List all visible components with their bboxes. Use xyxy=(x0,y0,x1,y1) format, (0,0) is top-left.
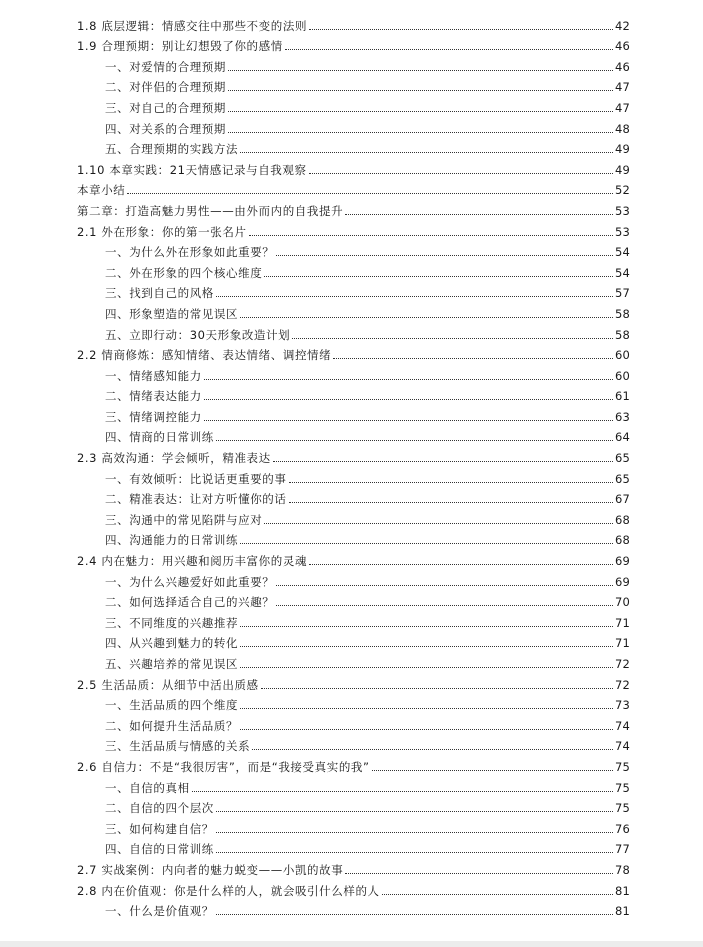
toc-entry-title: 1.8 底层逻辑：情感交往中那些不变的法则 xyxy=(77,18,308,33)
toc-entry[interactable] xyxy=(77,156,630,177)
toc-entry-title: 四、自信的日常训练 xyxy=(105,842,214,857)
toc-subentry[interactable] xyxy=(77,795,630,816)
toc-entry[interactable] xyxy=(77,856,630,877)
dot-leader xyxy=(382,894,613,895)
toc-entry-title: 2.7 实战案例：内向者的魅力蜕变——小凯的故事 xyxy=(77,862,344,877)
toc-subentry[interactable] xyxy=(77,383,630,404)
dot-leader xyxy=(309,564,613,565)
toc-entry-title: 二、自信的四个层次 xyxy=(105,801,214,816)
dot-leader xyxy=(276,605,613,606)
toc-subentry[interactable] xyxy=(77,53,630,74)
toc-page-number: 75 xyxy=(614,801,630,816)
toc-subentry[interactable] xyxy=(77,362,630,383)
toc-subentry[interactable] xyxy=(77,692,630,713)
toc-entry[interactable] xyxy=(77,342,630,363)
toc-subentry[interactable] xyxy=(77,486,630,507)
toc-subentry[interactable] xyxy=(77,506,630,527)
toc-page-number: 81 xyxy=(614,904,630,919)
toc-page-number: 46 xyxy=(614,39,630,54)
toc-subentry[interactable] xyxy=(77,733,630,754)
toc-page-number: 47 xyxy=(614,100,630,115)
dot-leader xyxy=(333,358,613,359)
dot-leader xyxy=(285,49,613,50)
toc-entry-title: 三、如何构建自信？ xyxy=(105,821,214,836)
toc-subentry[interactable] xyxy=(77,403,630,424)
toc-entry-title: 三、生活品质与情感的关系 xyxy=(105,739,251,754)
toc-entry[interactable] xyxy=(77,877,630,898)
toc-entry-title: 一、对爱情的合理预期 xyxy=(105,59,226,74)
toc-entry-title: 四、从兴趣到魅力的转化 xyxy=(105,636,239,651)
dot-leader xyxy=(252,749,613,750)
toc-page-number: 63 xyxy=(614,409,630,424)
toc-page-number: 61 xyxy=(614,389,630,404)
toc-page-number: 68 xyxy=(614,512,630,527)
toc-entry-title: 三、情绪调控能力 xyxy=(105,409,202,424)
dot-leader xyxy=(240,317,613,318)
toc-entry-title: 第二章：打造高魅力男性——由外而内的自我提升 xyxy=(77,203,344,218)
dot-leader xyxy=(228,132,613,133)
toc-page-number: 75 xyxy=(614,780,630,795)
toc-subentry[interactable] xyxy=(77,94,630,115)
toc-page-number: 58 xyxy=(614,327,630,342)
toc-page-number: 47 xyxy=(614,80,630,95)
dot-leader xyxy=(216,811,613,812)
toc-page-number: 58 xyxy=(614,306,630,321)
toc-page-number: 67 xyxy=(614,492,630,507)
dot-leader xyxy=(240,626,613,627)
toc-entry-title: 一、自信的真相 xyxy=(105,780,190,795)
toc-subentry[interactable] xyxy=(77,321,630,342)
toc-subentry[interactable] xyxy=(77,609,630,630)
toc-entry[interactable] xyxy=(77,177,630,198)
dot-leader xyxy=(240,667,613,668)
dot-leader xyxy=(228,90,613,91)
dot-leader xyxy=(289,502,613,503)
dot-leader xyxy=(264,276,613,277)
dot-leader xyxy=(228,111,613,112)
dot-leader xyxy=(204,420,613,421)
toc-entry-title: 三、不同维度的兴趣推荐 xyxy=(105,615,239,630)
toc-entry-title: 2.2 情商修炼：感知情绪、表达情绪、调控情绪 xyxy=(77,348,332,363)
toc-page-number: 77 xyxy=(614,842,630,857)
toc-page-number: 54 xyxy=(614,245,630,260)
dot-leader xyxy=(228,70,613,71)
toc-page-number: 48 xyxy=(614,121,630,136)
toc-page-number: 53 xyxy=(614,203,630,218)
toc-page-number: 42 xyxy=(614,18,630,33)
dot-leader xyxy=(216,440,613,441)
toc-entry-title: 三、沟通中的常见陷阱与应对 xyxy=(105,512,263,527)
toc-entry-title: 二、精准表达：让对方听懂你的话 xyxy=(105,492,287,507)
toc-page-number: 53 xyxy=(614,224,630,239)
toc-entry-title: 一、有效倾听：比说话更重要的事 xyxy=(105,471,287,486)
dot-leader xyxy=(276,585,613,586)
toc-entry-title: 五、立即行动：30天形象改造计划 xyxy=(105,327,291,342)
dot-leader xyxy=(216,832,613,833)
toc-entry-title: 二、对伴侣的合理预期 xyxy=(105,80,226,95)
toc-entry[interactable] xyxy=(77,218,630,239)
dot-leader xyxy=(240,152,613,153)
dot-leader xyxy=(204,399,613,400)
toc-page-number: 64 xyxy=(614,430,630,445)
dot-leader xyxy=(240,646,613,647)
toc-entry-title: 四、情商的日常训练 xyxy=(105,430,214,445)
toc-entry-title: 五、兴趣培养的常见误区 xyxy=(105,657,239,671)
toc-page-number: 52 xyxy=(614,183,630,198)
toc-entry-title: 一、什么是价值观？ xyxy=(105,904,214,919)
toc-page-number: 73 xyxy=(614,698,630,713)
dot-leader xyxy=(292,338,613,339)
toc-subentry[interactable] xyxy=(77,712,630,733)
toc-page-number: 49 xyxy=(614,142,630,157)
toc-entry-title: 二、如何选择适合自己的兴趣？ xyxy=(105,595,275,610)
toc-page-number: 72 xyxy=(614,677,630,692)
toc-subentry[interactable] xyxy=(77,465,630,486)
toc-page-number: 78 xyxy=(614,862,630,877)
toc-entry-title: 二、如何提升生活品质？ xyxy=(105,718,239,733)
toc-entry-title: 一、为什么外在形象如此重要？ xyxy=(105,245,275,260)
dot-leader xyxy=(264,523,613,524)
toc-page-number: 46 xyxy=(614,59,630,74)
toc-subentry[interactable] xyxy=(77,115,630,136)
dot-leader xyxy=(345,214,613,215)
toc-page-number: 65 xyxy=(614,451,630,466)
toc-entry-title: 2.4 内在魅力：用兴趣和阅历丰富你的灵魂 xyxy=(77,554,308,569)
toc-subentry[interactable] xyxy=(77,774,630,795)
toc-subentry[interactable] xyxy=(77,74,630,95)
toc-entry[interactable] xyxy=(77,547,630,568)
toc-page-number: 60 xyxy=(614,368,630,383)
dot-leader xyxy=(240,729,613,730)
dot-leader xyxy=(216,296,613,297)
toc-page-number: 72 xyxy=(614,657,630,671)
dot-leader xyxy=(276,255,613,256)
dot-leader xyxy=(273,461,613,462)
toc-entry[interactable] xyxy=(77,671,630,692)
toc-page-number: 49 xyxy=(614,162,630,177)
toc-subentry[interactable] xyxy=(77,527,630,548)
toc-entry[interactable] xyxy=(77,444,630,465)
toc-entry-title: 2.5 生活品质：从细节中活出质感 xyxy=(77,677,259,692)
dot-leader xyxy=(127,193,613,194)
toc-entry-title: 1.9 合理预期：别让幻想毁了你的感情 xyxy=(77,39,283,54)
toc-subentry[interactable] xyxy=(77,424,630,445)
toc-entry-title: 本章小结 xyxy=(77,183,126,198)
toc-entry-title: 三、对自己的合理预期 xyxy=(105,100,226,115)
dot-leader xyxy=(261,688,613,689)
toc-page-number: 60 xyxy=(614,348,630,363)
toc-entry-title: 2.8 内在价值观：你是什么样的人，就会吸引什么样的人 xyxy=(77,883,380,898)
toc-entry-title: 一、情绪感知能力 xyxy=(105,368,202,383)
toc-page-number: 68 xyxy=(614,533,630,548)
dot-leader xyxy=(216,852,613,853)
toc-subentry[interactable] xyxy=(77,630,630,651)
toc-entry-title: 二、情绪表达能力 xyxy=(105,389,202,404)
toc-subentry[interactable] xyxy=(77,136,630,157)
toc-entry-title: 四、沟通能力的日常训练 xyxy=(105,533,239,548)
toc-subentry[interactable] xyxy=(77,815,630,836)
toc-subentry[interactable] xyxy=(77,836,630,857)
dot-leader xyxy=(345,873,613,874)
toc-entry-title: 2.1 外在形象：你的第一张名片 xyxy=(77,224,247,239)
toc-subentry[interactable] xyxy=(77,568,630,589)
toc-entry-title: 四、对关系的合理预期 xyxy=(105,121,226,136)
dot-leader xyxy=(216,914,613,915)
table-of-contents xyxy=(77,12,630,918)
dot-leader xyxy=(309,29,613,30)
toc-entry-title: 一、生活品质的四个维度 xyxy=(105,698,239,713)
toc-subentry[interactable] xyxy=(77,589,630,610)
toc-page-number: 54 xyxy=(614,265,630,280)
toc-page-number: 69 xyxy=(614,554,630,569)
toc-page-number: 70 xyxy=(614,595,630,610)
dot-leader xyxy=(372,770,613,771)
toc-subentry[interactable] xyxy=(77,239,630,260)
toc-entry-title: 四、形象塑造的常见误区 xyxy=(105,306,239,321)
toc-page-number: 71 xyxy=(614,636,630,651)
toc-subentry[interactable] xyxy=(77,280,630,301)
toc-page-number: 71 xyxy=(614,615,630,630)
toc-subentry[interactable] xyxy=(77,898,630,919)
toc-subentry[interactable] xyxy=(77,650,630,671)
toc-entry[interactable] xyxy=(77,197,630,218)
dot-leader xyxy=(249,235,613,236)
toc-page-number: 81 xyxy=(614,883,630,898)
toc-entry-title: 2.3 高效沟通：学会倾听，精准表达 xyxy=(77,451,271,466)
dot-leader xyxy=(289,482,613,483)
toc-entry[interactable] xyxy=(77,12,630,33)
toc-page-number: 74 xyxy=(614,739,630,754)
dot-leader xyxy=(240,543,613,544)
dot-leader xyxy=(192,791,613,792)
toc-subentry[interactable] xyxy=(77,300,630,321)
dot-leader xyxy=(309,173,613,174)
toc-entry-title: 二、外在形象的四个核心维度 xyxy=(105,265,263,280)
toc-entry-title: 1.10 本章实践：21天情感记录与自我观察 xyxy=(77,162,307,177)
toc-entry-title: 三、找到自己的风格 xyxy=(105,286,214,301)
toc-page-number: 69 xyxy=(614,574,630,589)
dot-leader xyxy=(240,708,613,709)
toc-entry-title: 五、合理预期的实践方法 xyxy=(105,142,239,157)
toc-page-number: 74 xyxy=(614,718,630,733)
dot-leader xyxy=(204,379,613,380)
toc-page-number: 76 xyxy=(614,821,630,836)
toc-subentry[interactable] xyxy=(77,259,630,280)
bottom-scroll-edge xyxy=(0,941,703,947)
toc-entry[interactable] xyxy=(77,33,630,54)
toc-page-number: 75 xyxy=(614,759,630,774)
toc-entry-title: 一、为什么兴趣爱好如此重要？ xyxy=(105,574,275,589)
toc-page-number: 57 xyxy=(614,286,630,301)
toc-entry[interactable] xyxy=(77,753,630,774)
toc-entry-title: 2.6 自信力：不是“我很厉害”，而是“我接受真实的我” xyxy=(77,759,370,774)
toc-page-number: 65 xyxy=(614,471,630,486)
